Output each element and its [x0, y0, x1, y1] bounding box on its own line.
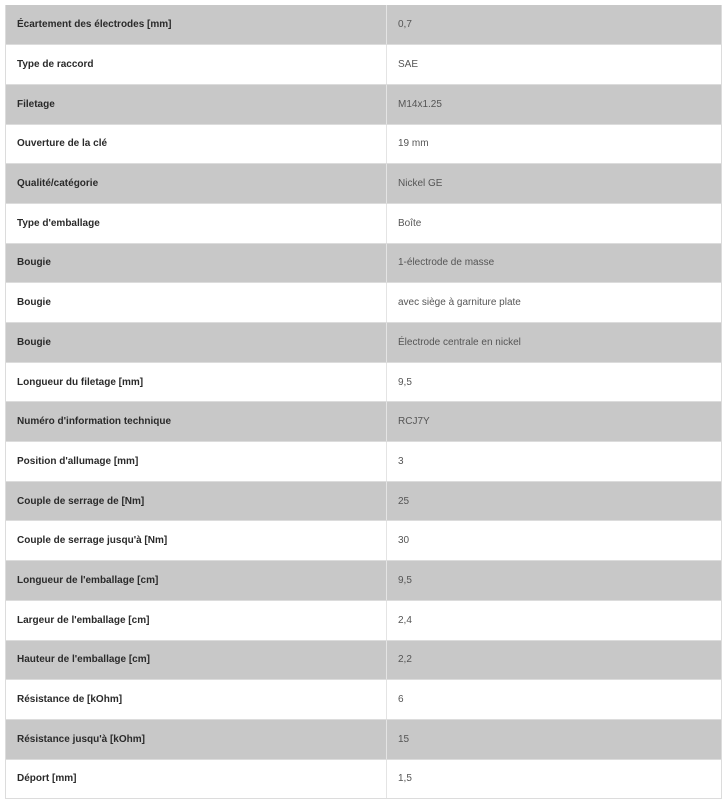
spec-label: Longueur du filetage [mm]	[6, 362, 387, 402]
spec-row	[6, 719, 722, 759]
spec-label: Résistance de [kOhm]	[6, 680, 387, 720]
spec-value: SAE	[387, 45, 722, 85]
spec-value: 6	[387, 680, 722, 720]
spec-label: Numéro d'information technique	[6, 402, 387, 442]
spec-value: 1-électrode de masse	[387, 243, 722, 283]
spec-row	[6, 481, 722, 521]
spec-row	[6, 203, 722, 243]
spec-row	[6, 323, 722, 363]
spec-label: Bougie	[6, 283, 387, 323]
spec-value: avec siège à garniture plate	[387, 283, 722, 323]
spec-value: Nickel GE	[387, 164, 722, 204]
spec-value: 9,5	[387, 561, 722, 601]
spec-label: Déport [mm]	[6, 759, 387, 799]
spec-table	[5, 5, 722, 799]
spec-row	[6, 561, 722, 601]
spec-label: Couple de serrage de [Nm]	[6, 481, 387, 521]
spec-value: 2,2	[387, 640, 722, 680]
spec-value: M14x1.25	[387, 84, 722, 124]
spec-value: 15	[387, 719, 722, 759]
spec-label: Largeur de l'emballage [cm]	[6, 600, 387, 640]
spec-row	[6, 680, 722, 720]
spec-value: 25	[387, 481, 722, 521]
spec-label: Qualité/catégorie	[6, 164, 387, 204]
spec-value: Électrode centrale en nickel	[387, 323, 722, 363]
spec-row	[6, 243, 722, 283]
spec-label: Résistance jusqu'à [kOhm]	[6, 719, 387, 759]
spec-label: Bougie	[6, 323, 387, 363]
spec-row	[6, 45, 722, 85]
spec-label: Type de raccord	[6, 45, 387, 85]
spec-row	[6, 759, 722, 799]
spec-value: 0,7	[387, 5, 722, 45]
spec-row	[6, 5, 722, 45]
spec-label: Couple de serrage jusqu'à [Nm]	[6, 521, 387, 561]
spec-label: Écartement des électrodes [mm]	[6, 5, 387, 45]
spec-label: Type d'emballage	[6, 203, 387, 243]
spec-row	[6, 442, 722, 482]
spec-row	[6, 84, 722, 124]
spec-row	[6, 521, 722, 561]
spec-label: Longueur de l'emballage [cm]	[6, 561, 387, 601]
spec-label: Bougie	[6, 243, 387, 283]
spec-label: Filetage	[6, 84, 387, 124]
spec-row	[6, 164, 722, 204]
spec-label: Hauteur de l'emballage [cm]	[6, 640, 387, 680]
spec-value: 2,4	[387, 600, 722, 640]
spec-label: Position d'allumage [mm]	[6, 442, 387, 482]
spec-table-container	[5, 5, 721, 799]
spec-value: Boîte	[387, 203, 722, 243]
spec-row	[6, 640, 722, 680]
spec-value: 9,5	[387, 362, 722, 402]
spec-value: RCJ7Y	[387, 402, 722, 442]
spec-row	[6, 402, 722, 442]
spec-row	[6, 362, 722, 402]
spec-label: Ouverture de la clé	[6, 124, 387, 164]
spec-value: 19 mm	[387, 124, 722, 164]
spec-row	[6, 600, 722, 640]
spec-row	[6, 124, 722, 164]
spec-value: 1,5	[387, 759, 722, 799]
spec-row	[6, 283, 722, 323]
spec-value: 30	[387, 521, 722, 561]
spec-value: 3	[387, 442, 722, 482]
